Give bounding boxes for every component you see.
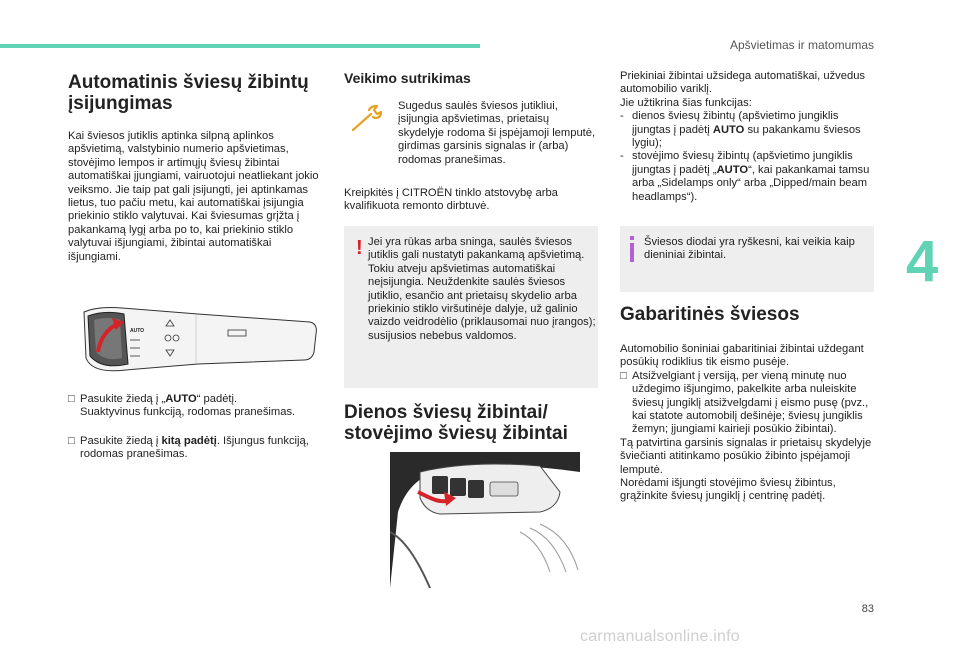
checkbox-icon: □ xyxy=(68,393,75,405)
sidelights-p2: Tą patvirtina garsinis signalas ir prietaisų skydelyje šviečianti atitinkamo posūkio žibinto įspėjamoji lemputė. xyxy=(620,436,872,476)
drl-section xyxy=(344,402,600,444)
dashboard-switch-figure xyxy=(390,452,580,588)
section-title-malfunction: Veikimo sutrikimas xyxy=(344,70,471,86)
left-column xyxy=(68,72,324,264)
left-steps xyxy=(68,393,330,462)
page-number: 83 xyxy=(861,603,874,615)
sidelights-p1: Automobilio šoniniai gabaritiniai žibintai uždegant posūkių rodiklius tik eismo pusėje. xyxy=(620,343,864,369)
header-accent-bar xyxy=(0,44,480,48)
step-auto: □ Pasukite žiedą į „AUTO“ padėtį. Suaktyvinus funkciją, rodomas pranešimas. xyxy=(68,393,296,419)
section-title-drl: Dienos šviesų žibintai/ stovėjimo šviesų žibintai xyxy=(344,402,568,444)
fault-text: Sugedus saulės šviesos jutikliui, įsijungia apšvietimas, prietaisų skydelyje rodoma ši įspėjamoji lemputė, girdimas garsinis signalas ir (arba) rodomas pranešimas. xyxy=(398,100,596,166)
figure-auto-label: AUTO xyxy=(130,328,145,334)
warning-icon: ! xyxy=(356,237,363,259)
warning-box xyxy=(344,226,598,388)
sidelights-p3: Norėdami išjungti stovėjimo šviesų žibintus, grąžinkite šviesų jungiklį į centrinę padėtį. xyxy=(620,477,836,503)
light-stalk-figure xyxy=(78,300,322,378)
middle-column xyxy=(344,70,600,86)
watermark: carmanualsonline.info xyxy=(580,628,740,645)
drl-intro-2: Jie užtikrina šias funkcijas: xyxy=(620,96,752,109)
chapter-number: 4 xyxy=(906,229,939,294)
running-header: Apšvietimas ir matomumas xyxy=(729,38,874,52)
section-title-sidelights: Gabaritinės šviesos xyxy=(620,304,800,325)
info-box xyxy=(620,226,874,292)
checkbox-icon: □ xyxy=(620,369,627,382)
auto-lights-description: Kai šviesos jutiklis aptinka silpną aplinkos apšvietimą, valstybinio numerio apšvietimas, stovėjimo lempos ir artimųjų šviesų žibintai automatiškai įjungiami, vairuotojui neatliekant jokio veiksmo. Jie taip pat gali įsijungti, jei aptinkamas lietus, tuo pačiu metu, kai automatiškai įsijungia priekinio stiklo valytuvai. Kai šviesumas grįžta į pakankamą lygį arba po to, kai priekinio stiklo valytuvai išjungiami, žibintai automatiškai išjungiami. xyxy=(68,130,319,263)
drl-item-1: - dienos šviesų žibintų (apšvietimo jungiklis įjungtas į padėtį AUTO su pakankamu šviesos lygiu); xyxy=(620,110,861,150)
sidelights-section xyxy=(620,304,876,504)
checkbox-icon: □ xyxy=(68,434,75,447)
drl-intro: Priekiniai žibintai užsidega automatiškai, užvedus automobilio variklį. xyxy=(620,70,866,96)
info-text: Šviesos diodai yra ryškesni, kai veikia kaip dieniniai žibintai. xyxy=(644,236,855,262)
section-title-auto-lights: Automatinis šviesų žibintų įsijungimas xyxy=(68,72,309,114)
info-icon xyxy=(630,236,634,262)
drl-item-2: - stovėjimo šviesų žibintų (apšvietimo jungiklis įjungtas į padėtį „AUTO“, kai pakankamai tamsu arba „Sidelamps only“ arba „Dipped/main beam headlamps“). xyxy=(620,150,870,203)
warning-text: Jei yra rūkas arba sninga, saulės šviesos jutiklis gali nustatyti pakankamą apšvietimą. Tokiu atveju apšvietimas automatiškai neįsijungia. Neuždenkite saulės šviesos jutiklio, esančio ant prietaisų skydelio arba priekinio stiklo viršutinėje dalyje, už galinio vaizdo veidrodėlio (priklausomai nuo įrangos); susijusios nebebus valdomos. xyxy=(368,236,596,342)
right-column xyxy=(620,70,878,204)
contact-text: Kreipkitės į CITROËN tinklo atstovybę arba kvalifikuota remonto dirbtuvė. xyxy=(344,187,558,213)
sidelights-step: □ Atsižvelgiant į versiją, per vieną minutę nuo uždegimo išjungimo, pakelkite arba nuleiskite šviesų jungiklį atsižvelgdami į eismo pusę (pvz., kai statote automobilį dešinėje; šviesų jungiklis žemyn; įjungiami kairieji posūkio žibintai). xyxy=(620,369,869,436)
wrench-icon xyxy=(347,104,387,134)
step-other-position: □ Pasukite žiedą į kitą padėtį. Išjungus funkciją, rodomas pranešimas. xyxy=(68,434,309,461)
